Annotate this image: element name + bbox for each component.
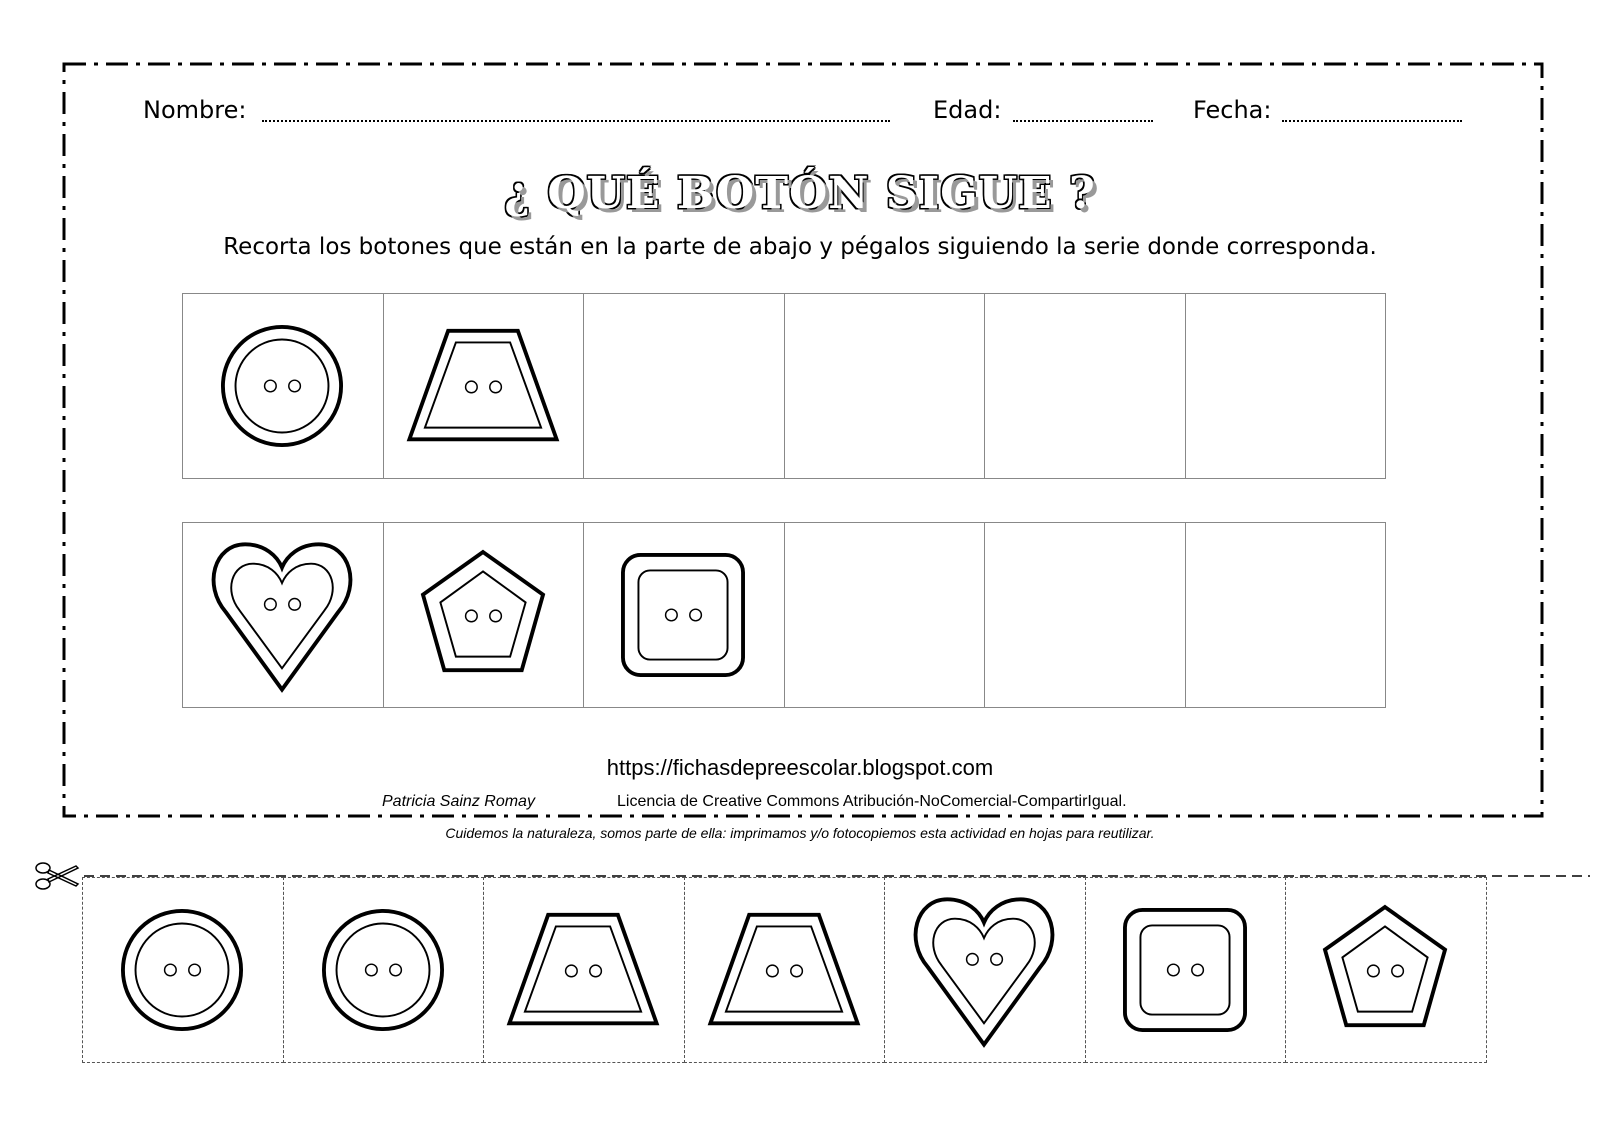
series-cell-empty[interactable] xyxy=(583,293,785,479)
series-cell-empty[interactable] xyxy=(1185,522,1387,708)
series-cell-empty[interactable] xyxy=(984,293,1186,479)
cutout-circle-button[interactable] xyxy=(283,877,485,1063)
series-cell-empty[interactable] xyxy=(784,293,986,479)
scissors-icon xyxy=(34,860,80,892)
name-label: Nombre: xyxy=(143,96,247,124)
square-button-icon xyxy=(584,523,782,707)
series-cell-filled xyxy=(383,522,585,708)
circle-button-icon xyxy=(83,878,281,1062)
pentagon-button-icon xyxy=(1286,878,1484,1062)
series-cell-empty[interactable] xyxy=(1185,293,1387,479)
name-field[interactable] xyxy=(262,120,890,122)
series-cell-empty[interactable] xyxy=(984,522,1186,708)
series-cell-filled xyxy=(182,293,384,479)
author-name: Patricia Sainz Romay xyxy=(382,793,535,810)
cutout-circle-button[interactable] xyxy=(82,877,284,1063)
trapezoid-button-icon xyxy=(384,294,582,478)
series-cell-filled xyxy=(583,522,785,708)
age-label: Edad: xyxy=(933,96,1002,124)
instruction-text: Recorta los botones que están en la parte de abajo y pégalos siguiendo la serie donde corresponda. xyxy=(223,234,1377,260)
cutout-trapezoid-button[interactable] xyxy=(483,877,685,1063)
source-url[interactable]: https://fichasdepreescolar.blogspot.com xyxy=(606,755,994,780)
circle-button-icon xyxy=(284,878,482,1062)
series-cell-filled xyxy=(383,293,585,479)
square-button-icon xyxy=(1086,878,1284,1062)
cutout-trapezoid-button[interactable] xyxy=(684,877,886,1063)
cutout-square-button[interactable] xyxy=(1085,877,1287,1063)
worksheet-title: ¿ QUÉ BOTÓN SIGUE ? xyxy=(504,168,1096,219)
series-cell-empty[interactable] xyxy=(784,522,986,708)
trapezoid-button-icon xyxy=(484,878,682,1062)
circle-button-icon xyxy=(183,294,381,478)
cutout-pentagon-button[interactable] xyxy=(1285,877,1487,1063)
pentagon-button-icon xyxy=(384,523,582,707)
nature-note: Cuidemos la naturaleza, somos parte de ella: imprimamos y/o fotocopiemos esta actividad en hojas para reutilizar. xyxy=(445,825,1155,841)
license-text: Licencia de Creative Commons Atribución-NoComercial-CompartirIgual. xyxy=(617,793,1127,810)
date-field[interactable] xyxy=(1282,120,1462,122)
heart-button-icon xyxy=(885,878,1083,1062)
age-field[interactable] xyxy=(1013,120,1153,122)
trapezoid-button-icon xyxy=(685,878,883,1062)
heart-button-icon xyxy=(183,523,381,707)
cutout-heart-button[interactable] xyxy=(884,877,1086,1063)
series-cell-filled xyxy=(182,522,384,708)
date-label: Fecha: xyxy=(1193,96,1272,124)
